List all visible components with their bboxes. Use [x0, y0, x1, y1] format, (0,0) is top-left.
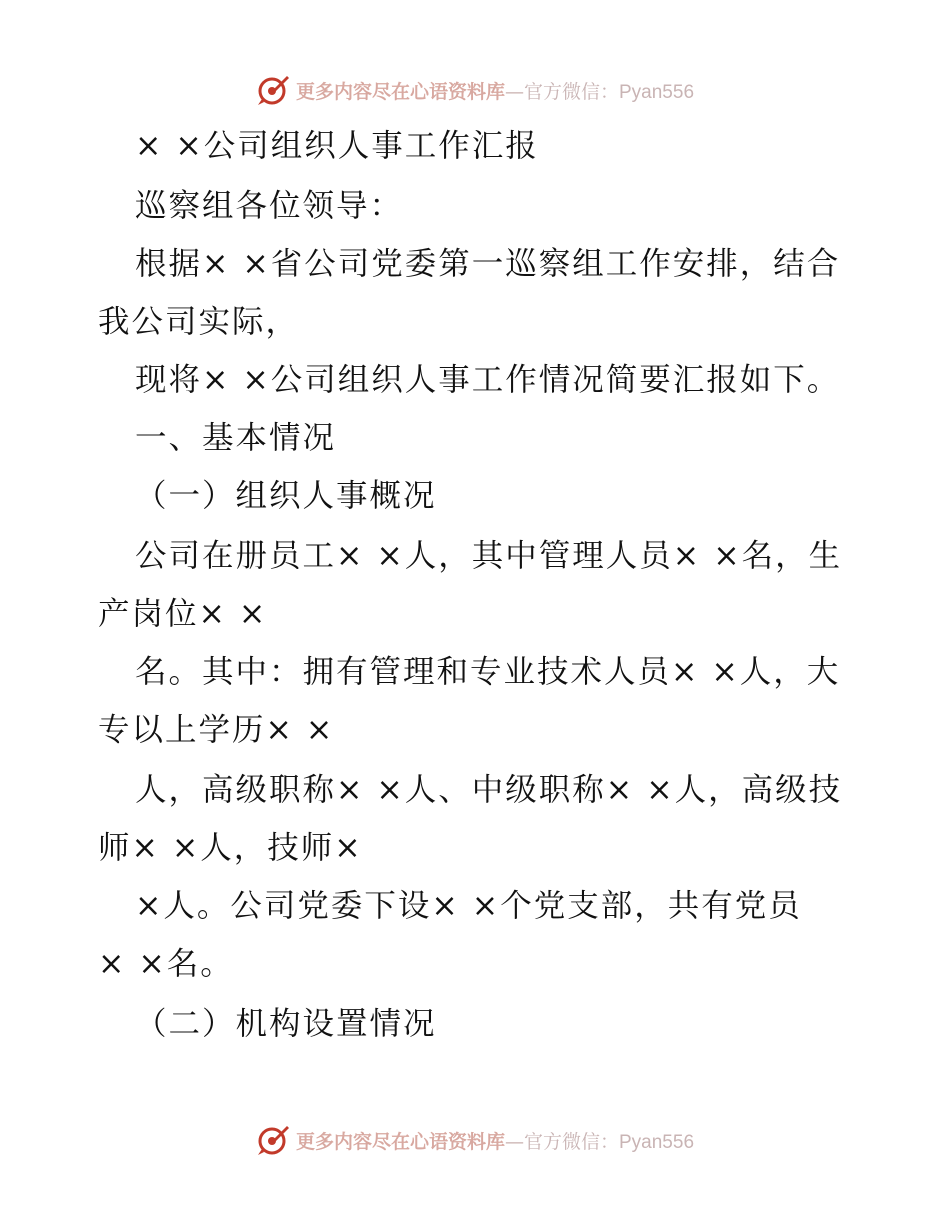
- banner-main-text: 更多内容尽在心语资料库: [295, 1130, 505, 1153]
- subsection-heading: （二）机构设置情况: [135, 1006, 437, 1042]
- salutation-line: 巡察组各位领导：: [135, 188, 404, 224]
- paragraph-line: 我公司实际，: [98, 304, 300, 340]
- banner-content: [256, 1123, 694, 1157]
- banner-content: [256, 73, 694, 107]
- paragraph-line: 人，高级职称× ×人、中级职称× ×人，高级技: [135, 772, 843, 808]
- banner-wechat-id: Pyan556: [619, 1131, 695, 1153]
- banner-separator: —: [504, 80, 524, 103]
- banner-main-text: 更多内容尽在心语资料库: [295, 80, 505, 103]
- banner-separator: —: [504, 1130, 524, 1153]
- subsection-heading: （一）组织人事概况: [135, 478, 437, 514]
- document-title: × ×公司组织人事工作汇报: [135, 128, 539, 164]
- paragraph-line: 名。其中：拥有管理和专业技术人员× ×人，大: [135, 654, 841, 690]
- pen-logo-icon: [256, 1123, 290, 1157]
- paragraph-line: ×人。公司党委下设× ×个党支部，共有党员: [135, 888, 802, 924]
- paragraph-line: 公司在册员工× ×人，其中管理人员× ×名，生: [135, 538, 843, 574]
- paragraph-line: 专以上学历× ×: [98, 712, 335, 748]
- pen-logo-icon: [256, 73, 290, 107]
- footer-watermark-banner: [0, 1120, 950, 1160]
- paragraph-line: 现将× ×公司组织人事工作情况简要汇报如下。: [135, 362, 841, 398]
- banner-wechat-label: 官方微信：: [523, 80, 619, 103]
- paragraph-line: × ×名。: [98, 946, 234, 982]
- header-watermark-banner: [0, 70, 950, 110]
- banner-wechat-id: Pyan556: [619, 81, 695, 103]
- paragraph-line: 产岗位× ×: [98, 596, 268, 632]
- paragraph-line: 根据× ×省公司党委第一巡察组工作安排，结合: [135, 246, 841, 282]
- paragraph-line: 师× ×人，技师×: [98, 830, 363, 866]
- section-heading: 一、基本情况: [135, 420, 337, 456]
- banner-wechat-label: 官方微信：: [523, 1130, 619, 1153]
